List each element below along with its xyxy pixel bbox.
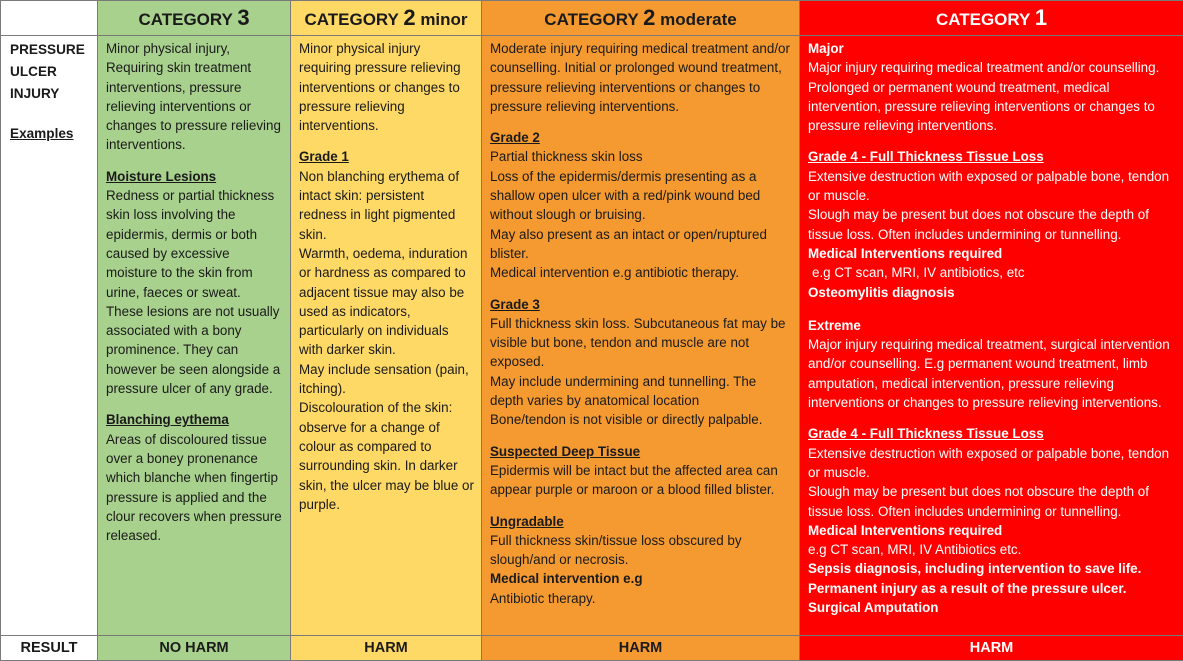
major-heading: Major [808,41,844,56]
grade-3-heading: Grade 3 [490,296,540,312]
grade-4-heading-2: Grade 4 - Full Thickness Tissue Loss [808,426,1044,442]
grade-4-heading: Grade 4 - Full Thickness Tissue Loss [808,149,1044,165]
category-3-cell: Minor physical injury, Requiring skin treatment interventions, pressure relieving interventions or changes to pressure relieving interventions. Moisture Lesions Redness or partial thickness skin loss involving the epidermis, dermis or both caused by excessive moisture to the skin from urine, faeces or sweat. These lesions are not usually associated with a bony prominence. They can however be seen alongside a pressure ulcer of any grade. Blanching eythema Areas of discoloured tissue over a boney pronenance which blanche when fingertip pressure is applied and the clour recovers when pressure released. [98,36,291,636]
result-category-2-moderate: HARM [482,636,800,661]
header-category-1: CATEGORY 1 [800,1,1183,36]
category-1-cell: Major Major injury requiring medical treatment and/or counselling. Prolonged or permanent wound treatment, medical intervention, pressure relieving interventions or changes to pressure relieving interventions. Grade 4 - Full Thickness Tissue Loss Extensive destruction with exposed or palpable bone, tendon or muscle. Slough may be present but does not obscure the depth of tissue loss. Often includes undermining or tunnelling. Medical Interventions required e.g CT scan, MRI, IV antibiotics, etc Osteomylitis diagnosis Extreme Major injury requiring medical treatment, surgical intervention and/or counselling. E.g permanent wound treatment, limb amputation, medical intervention, pressure relieving interventions or changes to pressure relieving interventions. Grade 4 - Full Thickness Tissue Loss Extensive destruction with exposed or palpable bone, tendon or muscle. Slough may be present but does not obscure the depth of tissue loss. Often includes undermining or tunnelling. Medical Interventions required e.g CT scan, MRI, IV Antibiotics etc. Sepsis diagnosis, including intervention to save life. Permanent injury as a result of the pressure ulcer. Surgical Amputation [800,36,1183,636]
header-category-2-minor: CATEGORY 2 minor [291,1,482,36]
body-row [1,36,1183,636]
result-category-2-minor: HARM [291,636,482,661]
blanching-heading: Blanching eythema [106,412,229,428]
header-category-3: CATEGORY 3 [98,1,291,36]
category-2-minor-cell: Minor physical injury requiring pressure relieving interventions or changes to pressure relieving interventions. Grade 1 Non blanching erythema of intact skin: persistent redness in light pigmented skin. Warmth, oedema, induration or hardness as compared to adjacent tissue may also be used as indicators, particularly on individuals with darker skin. May include sensation (pain, itching). Discolouration of the skin: observe for a change of colour as compared to surrounding skin. In darker skin, the ulcer may be blue or purple. [291,36,482,636]
header-category-2-moderate: CATEGORY 2 moderate [482,1,800,36]
category-2-moderate-cell: Moderate injury requiring medical treatment and/or counselling. Initial or prolonged wound treatment, pressure relieving interventions or changes to pressure relieving interventions. Grade 2 Partial thickness skin loss Loss of the epidermis/dermis presenting as a shallow open ulcer with a red/pink wound bed without slough or bruising. May also present as an intact or open/ruptured blister. Medical intervention e.g antibiotic therapy. Grade 3 Full thickness skin loss. Subcutaneous fat may be visible but bone, tendon and muscle are not exposed. May include undermining and tunnelling. The depth varies by anatomical location Bone/tendon is not visible or directly palpable. Suspected Deep Tissue Epidermis will be intact but the affected area can appear purple or maroon or a blood filled blister. Ungradable Full thickness skin/tissue loss obscured by slough/and or necrosis. Medical intervention e.g Antibiotic therapy. [482,36,800,636]
grade-2-heading: Grade 2 [490,130,540,146]
suspected-deep-tissue-heading: Suspected Deep Tissue [490,443,641,459]
moisture-lesions-heading: Moisture Lesions [106,168,217,184]
ungradable-heading: Ungradable [490,513,564,529]
extreme-heading: Extreme [808,317,861,333]
result-label: RESULT [1,636,98,661]
header-blank [1,1,98,36]
row-label-cell: PRESSURE ULCER INJURY Examples [1,36,98,636]
examples-label: Examples [10,126,74,141]
header-row [1,1,1183,36]
result-row [1,636,1183,661]
grade-1-heading: Grade 1 [299,149,349,165]
result-category-3: NO HARM [98,636,291,661]
result-category-1: HARM [800,636,1183,661]
